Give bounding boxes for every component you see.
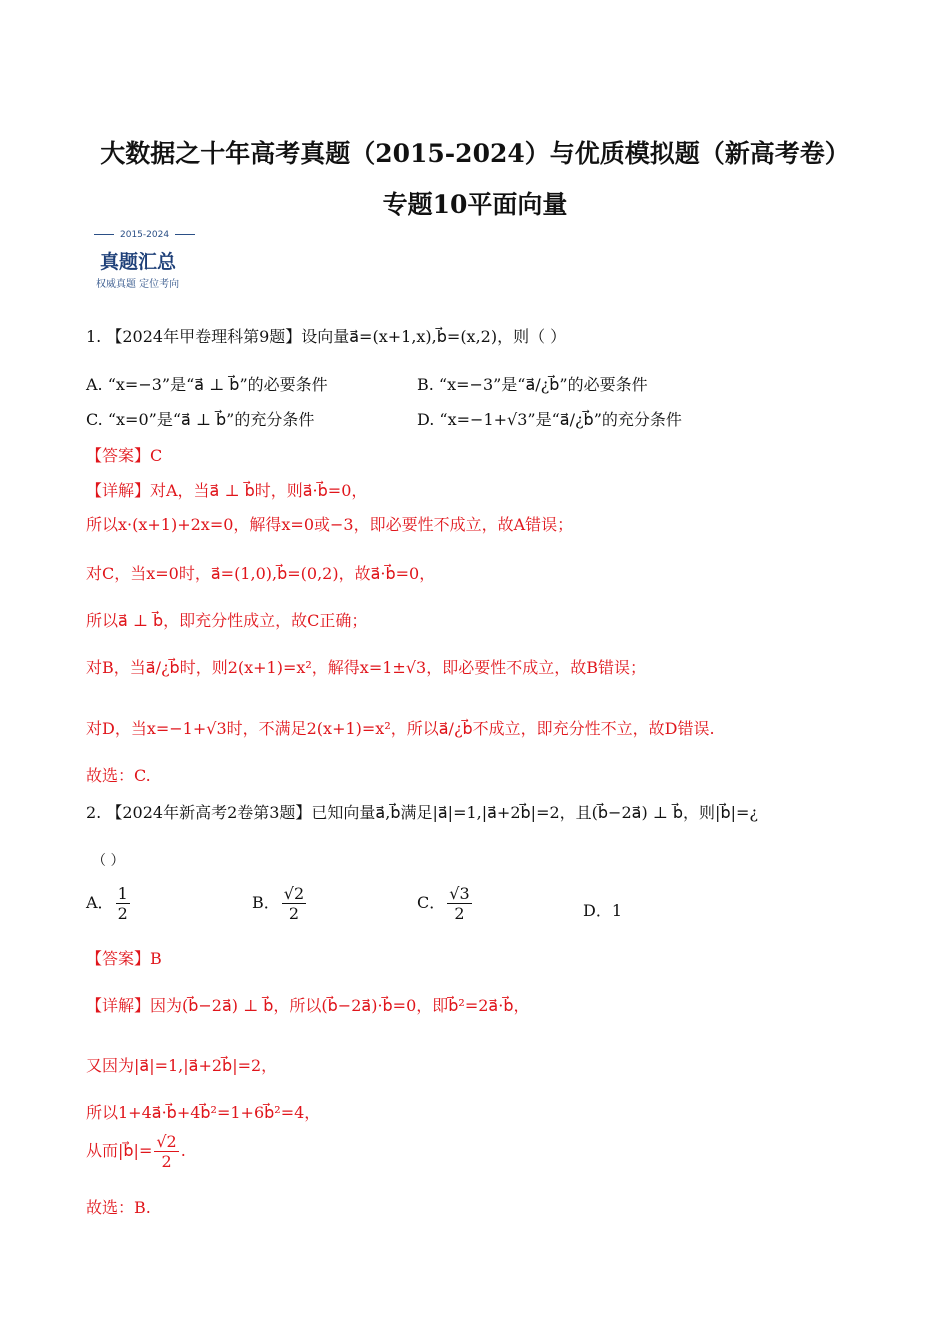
q2-option-a-num: 1 <box>117 884 128 903</box>
page-title: 大数据之十年高考真题（2015-2024）与优质模拟题（新高考卷） <box>100 139 850 168</box>
q2-option-b-fraction <box>282 884 306 923</box>
q2-option-a-den: 2 <box>117 904 128 924</box>
q2-option-b-label: B． <box>252 893 280 913</box>
q2-option-c <box>417 884 474 923</box>
q1-solution-6: 对D，当x=−1+√3时，不满足2(x+1)=x²，所以a⃗/¿b⃗不成立，即充分性不立，故D错误. <box>86 719 715 738</box>
q1-option-d: D. “x=−1+√3”是“a⃗/¿b⃗”的充分条件 <box>417 410 682 429</box>
q2-solution-4 <box>86 1132 186 1171</box>
q2-solution-4-den: 2 <box>161 1152 172 1172</box>
q2-answer: 【答案】B <box>86 949 162 968</box>
q1-solution-3: 对C，当x=0时，a⃗=(1,0),b⃗=(0,2)，故a⃗·b⃗=0， <box>86 564 436 583</box>
q1-option-b: B. “x=−3”是“a⃗/¿b⃗”的必要条件 <box>417 375 648 394</box>
badge-sub: 权威真题 定位考向 <box>96 279 180 290</box>
q2-solution-2: 又因为|a⃗|=1,|a⃗+2b⃗|=2， <box>86 1056 278 1075</box>
q2-option-c-label: C． <box>417 893 446 913</box>
q2-option-a-label: A． <box>86 893 114 913</box>
q2-solution-4-fraction <box>154 1132 178 1171</box>
q2-solution-4-suffix: . <box>180 1141 186 1161</box>
q1-stem: 1. 【2024年甲卷理科第9题】设向量a⃗=(x+1,x),b⃗=(x,2)，则（ ） <box>86 327 567 346</box>
q2-stem: 2. 【2024年新高考2卷第3题】已知向量a⃗,b⃗满足|a⃗|=1,|a⃗+2b⃗|=2，且(b⃗−2a⃗) ⊥ b⃗，则|b⃗|=¿ <box>86 803 758 822</box>
q1-option-a: A. “x=−3”是“a⃗ ⊥ b⃗”的必要条件 <box>86 375 328 394</box>
badge-years: 2015-2024 <box>88 230 198 240</box>
badge-main: 真题汇总 <box>100 251 177 273</box>
q2-solution-3: 所以1+4a⃗·b⃗+4b⃗²=1+6b⃗²=4， <box>86 1103 321 1122</box>
q2-solution-4-prefix: 从而|b⃗|= <box>86 1141 153 1161</box>
q1-solution-5: 对B，当a⃗/¿b⃗时，则2(x+1)=x²，解得x=1±√3，即必要性不成立，故B错误； <box>86 658 646 677</box>
q1-option-c: C. “x=0”是“a⃗ ⊥ b⃗”的充分条件 <box>86 410 315 429</box>
q2-option-b-num: √2 <box>283 884 305 903</box>
q2-solution-4-num: √2 <box>156 1132 177 1151</box>
q1-solution-2: 所以x·(x+1)+2x=0，解得x=0或−3，即必要性不成立，故A错误； <box>86 515 574 534</box>
q2-solution-1: 【详解】因为(b⃗−2a⃗) ⊥ b⃗，所以(b⃗−2a⃗)·b⃗=0，即b⃗²=2a⃗·b⃗， <box>86 996 530 1015</box>
q2-paren: （ ） <box>92 853 125 869</box>
q2-option-c-den: 2 <box>454 904 465 924</box>
q2-option-c-fraction <box>447 884 471 923</box>
q1-answer: 【答案】C <box>86 446 163 465</box>
q1-final: 故选：C. <box>86 766 151 785</box>
q2-option-d: D．1 <box>583 901 623 920</box>
q2-option-b <box>252 884 308 923</box>
q2-option-c-num: √3 <box>449 884 470 903</box>
q2-option-a-fraction <box>116 884 130 923</box>
q1-solution-4: 所以a⃗ ⊥ b⃗，即充分性成立，故C正确； <box>86 611 368 630</box>
q2-option-a <box>86 884 132 923</box>
q1-solution-1: 【详解】对A，当a⃗ ⊥ b⃗时，则a⃗·b⃗=0， <box>86 481 368 500</box>
q2-final: 故选：B. <box>86 1198 151 1217</box>
q2-option-b-den: 2 <box>288 904 300 924</box>
topic-title: 专题10平面向量 <box>382 190 568 219</box>
